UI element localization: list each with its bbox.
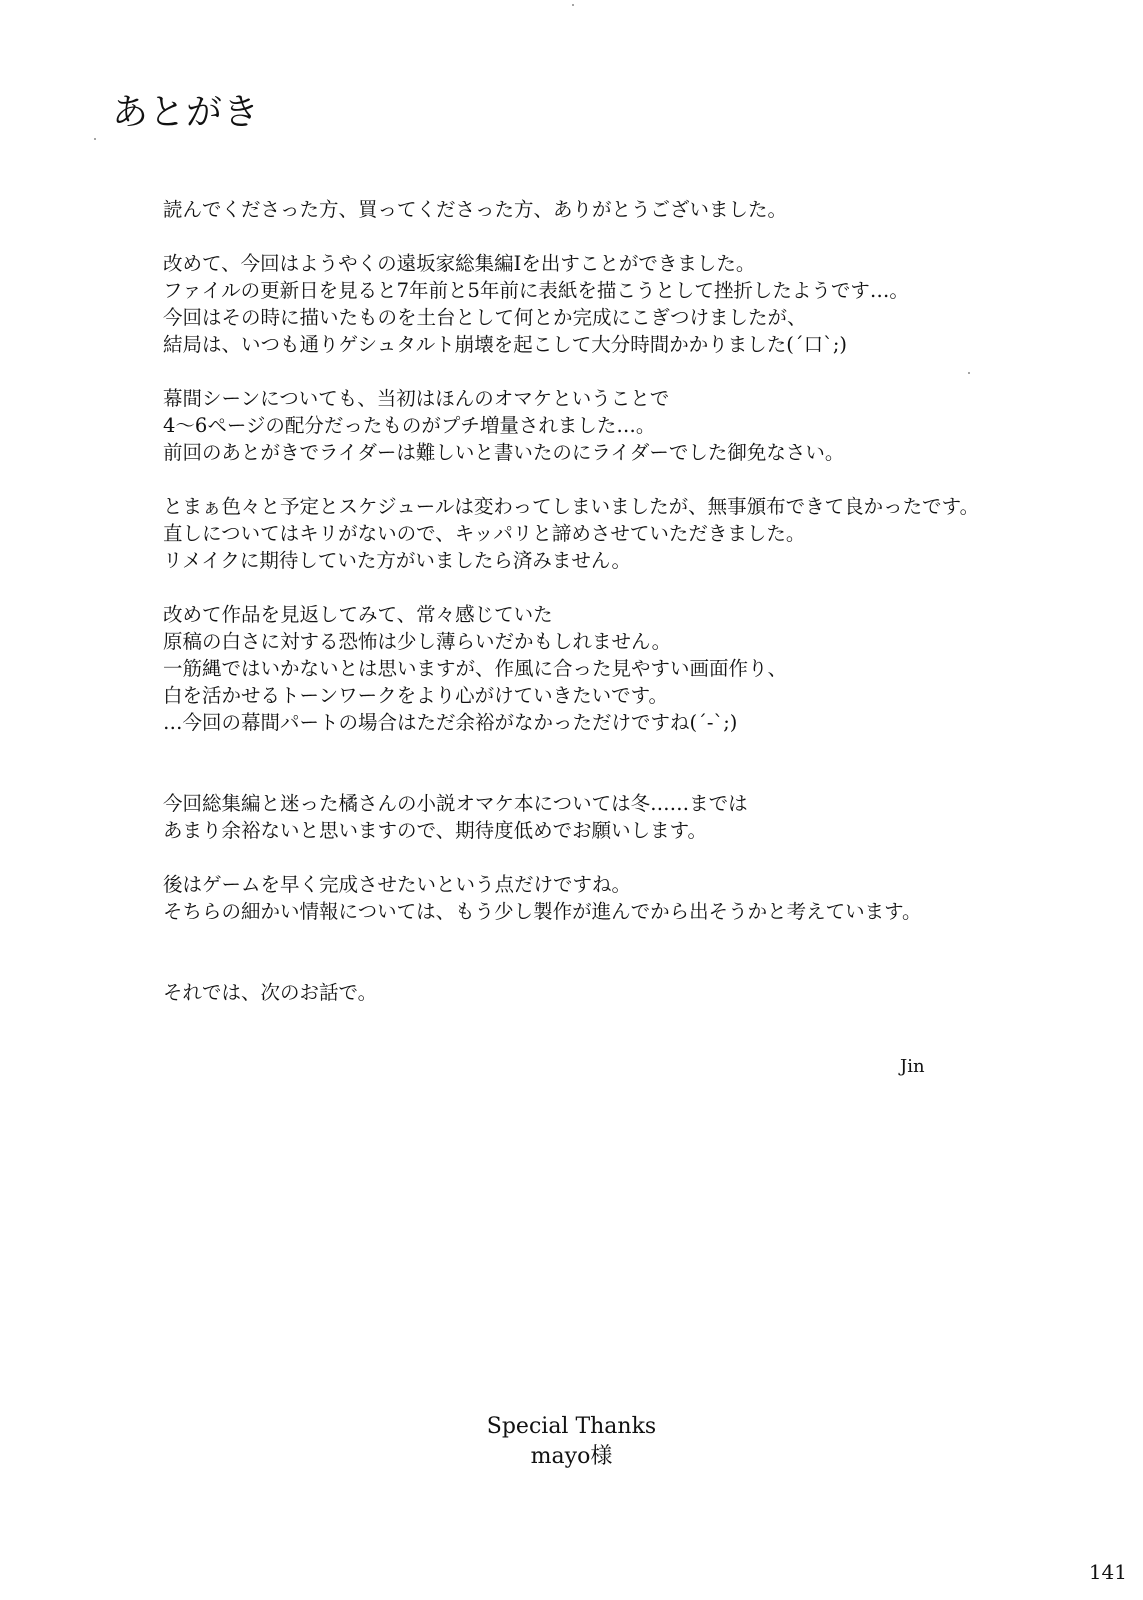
text-line: ファイルの更新日を見ると7年前と5年前に表紙を描こうとして挫折したようです…。: [163, 279, 909, 302]
text-line: 読んでくださった方、買ってくださった方、ありがとうございました。: [163, 198, 788, 221]
text-line: あまり余裕ないと思いますので、期待度低めでお願いします。: [163, 819, 708, 842]
text-line: とまぁ色々と予定とスケジュールは変わってしまいましたが、無事頒布できて良かったです。: [163, 495, 980, 518]
paragraph-schedule: [163, 493, 1063, 574]
paragraph-interlude: [163, 385, 1063, 466]
paragraph-compilation: [163, 250, 1063, 358]
page-number: 141: [1088, 1560, 1127, 1584]
text-line: 原稿の白さに対する恐怖は少し薄らいだかもしれません。: [163, 630, 672, 653]
text-line: 改めて作品を見返してみて、常々感じていた: [163, 603, 553, 626]
special-thanks-name: mayo様: [530, 1444, 613, 1469]
text-line: 直しについてはキリがないので、キッパリと諦めさせていただきました。: [163, 522, 806, 545]
text-line: 前回のあとがきでライダーは難しいと書いたのにライダーでした御免なさい。: [163, 441, 845, 464]
text-line: 結局は、いつも通りゲシュタルト崩壊を起こして大分時間かかりました(´口`;): [163, 333, 848, 356]
text-line: それでは、次のお話で。: [163, 981, 378, 1004]
text-line: 今回はその時に描いたものを土台として何とか完成にこぎつけましたが、: [163, 306, 807, 329]
paragraph-reflection: [163, 601, 1063, 736]
text-line: …今回の幕間パートの場合はただ余裕がなかっただけですね(´-`;): [163, 711, 738, 734]
text-line: 一筋縄ではいかないとは思いますが、作風に合った見やすい画面作り、: [163, 657, 788, 680]
text-line: リメイクに期待していた方がいましたら済みません。: [163, 549, 632, 572]
paragraph-game: [163, 871, 1063, 925]
afterword-body: [163, 196, 1063, 1033]
text-line: 今回総集編と迷った橘さんの小説オマケ本については冬……までは: [163, 792, 748, 815]
scan-speck: [572, 4, 574, 6]
author-signature: Jin: [900, 1056, 925, 1077]
scan-speck: [968, 372, 970, 374]
text-line: 後はゲームを早く完成させたいという点だけですね。: [163, 873, 632, 896]
special-thanks: [0, 1412, 1143, 1472]
paragraph-novel-book: [163, 790, 1063, 844]
text-line: 4～6ページの配分だったものがプチ増量されました…。: [163, 414, 656, 437]
text-line: 白を活かせるトーンワークをより心がけていきたいです。: [163, 684, 669, 707]
text-line: 改めて、今回はようやくの遠坂家総集編Ⅰを出すことができました。: [163, 252, 756, 275]
page-title: あとがき: [112, 92, 261, 133]
scan-speck: [94, 138, 96, 140]
text-line: 幕間シーンについても、当初はほんのオマケということで: [163, 387, 670, 410]
paragraph-closing: [163, 979, 1063, 1006]
paragraph-thanks: [163, 196, 1063, 223]
special-thanks-heading: Special Thanks: [486, 1414, 657, 1439]
text-line: そちらの細かい情報については、もう少し製作が進んでから出そうかと考えています。: [163, 900, 922, 923]
